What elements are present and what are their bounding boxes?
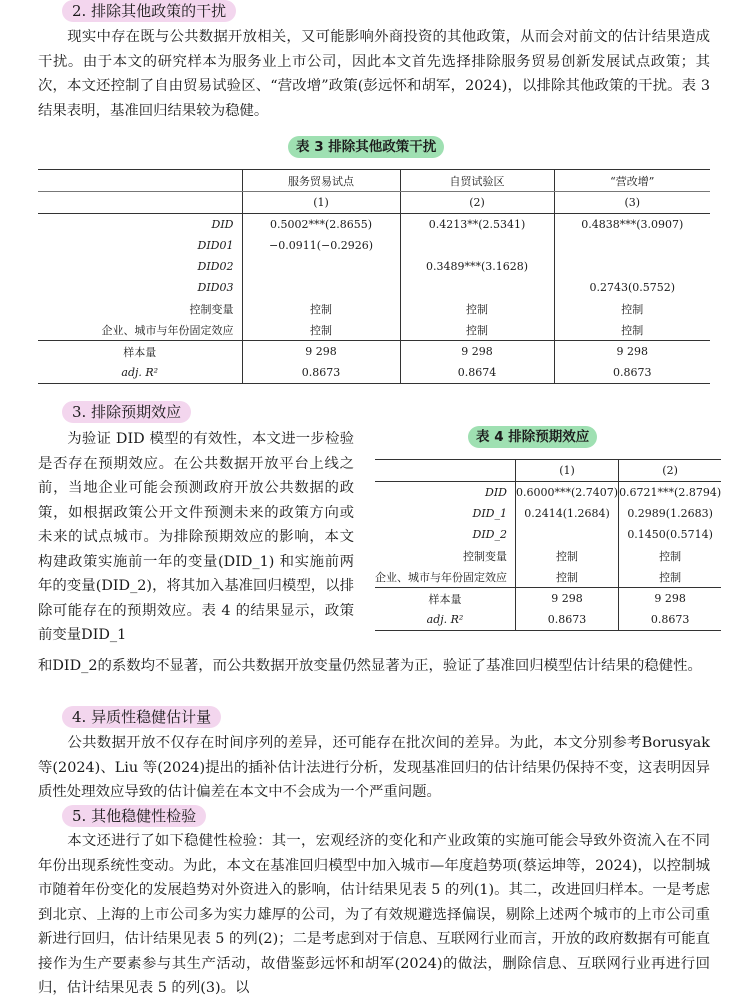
section-heading-2: 2. 排除其他政策的干扰	[62, 0, 236, 22]
table-cell: 控制	[242, 298, 400, 319]
table3-body	[38, 170, 710, 384]
table-row-label: DID02	[197, 260, 234, 273]
table-cell: −0.0911(−0.2926)	[242, 235, 400, 256]
table-cell: 0.5002***(2.8655)	[242, 214, 400, 236]
table-row-label: DID_2	[472, 528, 507, 541]
table-row-label: DID01	[197, 239, 234, 252]
table-column-number: (2)	[400, 192, 554, 214]
table-cell: 0.6000***(2.7407)	[516, 482, 619, 504]
table-row-label: DID	[38, 214, 242, 236]
table-row	[375, 545, 721, 566]
table-row	[375, 566, 721, 588]
table-cell: 9 298	[242, 341, 400, 363]
table-row	[38, 319, 710, 341]
table-cell: 0.8673	[516, 609, 619, 631]
table-row-label: 控制变量	[463, 549, 507, 563]
table-cell	[242, 277, 400, 298]
section-4-text: 公共数据开放不仅存在时间序列的差异，还可能存在批次间的差异。为此，本文分别参考Borusyak 等(2024)、Liu 等(2024)提出的插补估计法进行分析，发现基准回归的估计结果仍保持不变，这表明因异质性处理效应导致的估计偏差在本文中不会成为一个严重问题。	[38, 735, 710, 800]
table-row	[375, 524, 721, 545]
table-cell: 9 298	[516, 588, 619, 610]
table-column-number: (1)	[242, 192, 400, 214]
table-cell: 9 298	[554, 341, 710, 363]
table-stub-header	[38, 192, 242, 214]
table-row-label: 样本量	[38, 341, 242, 363]
table-cell: 0.6721***(2.8794)	[619, 482, 722, 504]
table-column-number: (1)	[516, 460, 619, 482]
table-cell: 控制	[619, 545, 722, 566]
table-row	[38, 256, 710, 277]
section-4-paragraph	[38, 731, 710, 805]
table-row	[38, 298, 710, 319]
table-cell	[400, 235, 554, 256]
table-column-name: 自贸试验区	[400, 170, 554, 192]
table-column-number: (3)	[554, 192, 710, 214]
table-cell: 0.2743(0.5752)	[554, 277, 710, 298]
section-2-text: 现实中存在既与公共数据开放相关，又可能影响外商投资的其他政策，从而会对前文的估计结果造成干扰。由于本文的研究样本为服务业上市公司，因此本文首先选择排除服务贸易创新发展试点政策；其次，本文还控制了自由贸易试验区、“营改增”政策(彭远怀和胡军，2024)，以排除其他政策的干扰。表 3 结果表明，基准回归结果较为稳健。	[38, 29, 710, 119]
table-cell: 控制	[516, 566, 619, 588]
table-cell: 控制	[242, 319, 400, 341]
table-column-name: 服务贸易试点	[242, 170, 400, 192]
table-column-number-row	[38, 192, 710, 214]
table-row-label: adj. R²	[38, 362, 242, 384]
table-cell: 0.3489***(3.1628)	[400, 256, 554, 277]
table-cell: 控制	[516, 545, 619, 566]
table-stat-row	[375, 588, 721, 610]
table-row-label: DID03	[197, 281, 234, 294]
section-5-paragraph	[38, 829, 710, 1001]
table-row-label: 企业、城市与年份固定效应	[375, 570, 507, 584]
table4-body	[375, 460, 721, 631]
table-cell: 控制	[554, 319, 710, 341]
table-cell: 0.8673	[242, 362, 400, 384]
table-row-label: 样本量	[375, 588, 516, 610]
section-3-paragraph-narrow	[38, 427, 354, 648]
table-cell	[400, 277, 554, 298]
section-3-text-full: 和DID_2的系数均不显著，而公共数据开放变量仍然显著为正，验证了基准回归模型估计结果的稳健性。	[38, 658, 702, 674]
table3	[38, 169, 710, 384]
table-cell: 0.2414(1.2684)	[516, 503, 619, 524]
table-cell: 0.4838***(3.0907)	[554, 214, 710, 236]
table-row-label: adj. R²	[375, 609, 516, 631]
table-cell	[242, 256, 400, 277]
table-cell: 控制	[554, 298, 710, 319]
table-row	[375, 482, 721, 504]
table-cell: 0.2989(1.2683)	[619, 503, 722, 524]
table-row-label: 企业、城市与年份固定效应	[101, 323, 234, 337]
section-heading-3: 3. 排除预期效应	[62, 401, 191, 423]
table-cell	[554, 256, 710, 277]
section-3-text-narrow: 为验证 DID 模型的有效性，本文进一步检验是否存在预期效应。在公共数据开放平台上线之前，当地企业可能会预测政府开放公共数据的政策，如根据政策公开文件预测未来的政策方向或未来的试点城市。为排除预期效应的影响，本文构建政策实施前一年的变量(DID_1) 和实施前两年的变量(DID_2)，将其加入基准回归模型，以排除可能存在的预期效应。表 4 的结果显示，政策前变量DID_1	[38, 431, 354, 643]
table-row	[38, 277, 710, 298]
table-row-label: DID_1	[472, 507, 507, 520]
table-cell: 控制	[400, 319, 554, 341]
table-stat-row	[38, 341, 710, 363]
table-cell: 0.8674	[400, 362, 554, 384]
table4	[375, 459, 721, 631]
table-column-name: “营改增”	[554, 170, 710, 192]
section-2-paragraph	[38, 25, 710, 123]
table-row	[38, 214, 710, 236]
table3-caption: 表 3 排除其他政策干扰	[288, 136, 444, 158]
section-3-paragraph-full	[38, 654, 710, 679]
table-column-number: (2)	[619, 460, 722, 482]
section-5-text: 本文还进行了如下稳健性检验：其一，宏观经济的变化和产业政策的实施可能会导致外资流入在不同年份出现系统性变动。为此，本文在基准回归模型中加入城市—年度趋势项(蔡运坤等，2024)，以控制城市随着年份变化的发展趋势对外资进入的影响，估计结果见表 5 的列(1)。其二，改进回归样本。一是考虑到北京、上海的上市公司多为实力雄厚的公司，为了有效规避选择偏误，剔除上述两个城市的上市公司重新进行回归，估计结果见表 5 的列(2)；二是考虑到对于信息、互联网行业而言，开放的政府数据有可能直接作为生产要素参与其生产活动，故借鉴彭远怀和胡军(2024)的做法，删除信息、互联网行业再进行回归，估计结果见表 5 的列(3)。以	[38, 833, 710, 996]
section-heading-5: 5. 其他稳健性检验	[62, 805, 206, 827]
table-stub-header	[38, 170, 242, 192]
section-heading-4: 4. 异质性稳健估计量	[62, 706, 221, 728]
table-column-number-row	[375, 460, 721, 482]
table-cell: 9 298	[619, 588, 722, 610]
table-cell	[516, 524, 619, 545]
table-cell: 0.8673	[554, 362, 710, 384]
table-row-label: 控制变量	[189, 302, 234, 316]
table-cell: 控制	[619, 566, 722, 588]
table-row	[375, 503, 721, 524]
table-cell: 0.1450(0.5714)	[619, 524, 722, 545]
table-cell: 9 298	[400, 341, 554, 363]
table-stub-header	[375, 460, 516, 482]
table-row	[38, 235, 710, 256]
table-row-label: DID	[375, 482, 516, 504]
table-cell	[554, 235, 710, 256]
table-cell: 控制	[400, 298, 554, 319]
table-cell: 0.4213**(2.5341)	[400, 214, 554, 236]
table-header-row	[38, 170, 710, 192]
table-stat-row	[38, 362, 710, 384]
table-cell: 0.8673	[619, 609, 722, 631]
table-stat-row	[375, 609, 721, 631]
table4-caption: 表 4 排除预期效应	[468, 426, 597, 448]
